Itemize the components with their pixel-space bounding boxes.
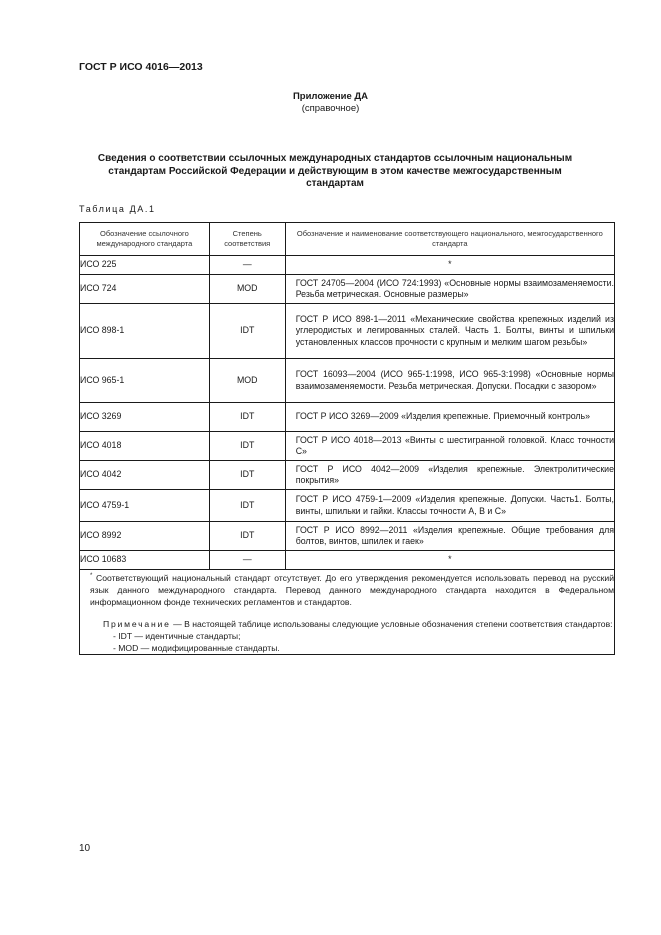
notes-cell <box>80 570 615 655</box>
degree-cell: IDT <box>209 304 285 359</box>
document-header: ГОСТ Р ИСО 4016—2013 <box>79 61 203 73</box>
table-row <box>80 432 615 461</box>
table-row <box>80 256 615 275</box>
ref-cell: ИСО 724 <box>80 275 210 304</box>
degree-cell: IDT <box>209 522 285 551</box>
national-cell <box>285 490 614 522</box>
degree-cell: IDT <box>209 403 285 432</box>
degree-cell: — <box>209 256 285 275</box>
degree-cell: IDT <box>209 490 285 522</box>
notes-row <box>80 570 615 655</box>
annex-title: Приложение ДА <box>292 91 369 102</box>
table-row <box>80 304 615 359</box>
footnote-text: Соответствующий национальный стандарт отсутствует. До его утверждения рекомендуется использовать перевод на русский язык данного международного стандарта. Перевод данного международного стандарта находится в Федеральном информационном фонде технических регламентов и стандартов. <box>90 572 615 607</box>
degree-cell: IDT <box>209 461 285 490</box>
table-caption: Таблица ДА.1 <box>79 204 156 214</box>
footnote-mark: * <box>90 573 93 579</box>
table-row <box>80 522 615 551</box>
degree-cell: MOD <box>209 275 285 304</box>
table-row <box>80 359 615 403</box>
annex-subtitle: (справочное) <box>301 103 360 114</box>
column-header-degree: Степень соответствия <box>209 223 285 256</box>
national-text: ГОСТ Р ИСО 4018—2013 «Винты с шестигранной головкой. Класс точности С» <box>295 434 614 456</box>
national-text: ГОСТ Р ИСО 8992—2011 «Изделия крепежные. Общие требования для болтов, винтов, шпилек и гаек» <box>295 524 614 546</box>
national-cell <box>285 304 614 359</box>
ref-cell: ИСО 4018 <box>80 432 210 461</box>
column-header-ref: Обозначение ссылочного международного стандарта <box>80 223 210 256</box>
national-text: ГОСТ Р ИСО 4759-1—2009 «Изделия крепежные. Допуски. Часть1. Болты, винты, шпильки и гайки. Классы точности А, В и С» <box>295 494 614 516</box>
ref-cell: ИСО 10683 <box>80 551 210 570</box>
column-header-national: Обозначение и наименование соответствующего национального, межгосударственного стандарта <box>285 223 614 256</box>
national-text: ГОСТ Р ИСО 4042—2009 «Изделия крепежные. Электролитические покрытия» <box>295 463 614 485</box>
correspondence-table <box>79 222 615 655</box>
national-cell <box>285 359 614 403</box>
national-text: ГОСТ Р ИСО 898-1—2011 «Механические свойства крепежных изделий из углеродистых и легированных сталей. Часть 1. Болты, винты и шпильки установленных классов прочности с крупным и мелким шагом резьбы» <box>295 313 614 347</box>
section-heading: Сведения о соответствии ссылочных международных стандартов ссылочным национальным стандартам Российской Федерации и действующим в этом качестве межгосударственным стандартам <box>97 153 573 189</box>
national-cell <box>285 522 614 551</box>
national-cell: * <box>285 551 614 570</box>
page-number: 10 <box>79 843 91 854</box>
footnote <box>80 570 614 608</box>
note-item-mod: - MOD — модифицированные стандарты. <box>113 642 280 653</box>
national-text: ГОСТ 16093—2004 (ИСО 965-1:1998, ИСО 965-3:1998) «Основные нормы взаимозаменяемости. Резьба метрическая. Допуски. Посадки с зазором» <box>295 369 614 391</box>
table-row <box>80 275 615 304</box>
ref-cell: ИСО 225 <box>80 256 210 275</box>
ref-cell: ИСО 4042 <box>80 461 210 490</box>
national-cell <box>285 403 614 432</box>
table-row <box>80 490 615 522</box>
national-cell: * <box>285 256 614 275</box>
national-cell <box>285 432 614 461</box>
table-row <box>80 403 615 432</box>
annex-block <box>0 91 661 115</box>
degree-cell: IDT <box>209 432 285 461</box>
degree-cell: MOD <box>209 359 285 403</box>
table-row <box>80 461 615 490</box>
table-header-row <box>80 223 615 256</box>
note-label: Примечание <box>103 618 171 629</box>
national-text: ГОСТ 24705—2004 (ИСО 724:1993) «Основные нормы взаимозаменяемости. Резьба метрическая. Основные размеры» <box>295 277 614 299</box>
national-text: ГОСТ Р ИСО 3269—2009 «Изделия крепежные. Приемочный контроль» <box>295 411 591 422</box>
ref-cell: ИСО 898-1 <box>80 304 210 359</box>
ref-cell: ИСО 3269 <box>80 403 210 432</box>
table-row <box>80 551 615 570</box>
note-item-idt: - IDT — идентичные стандарты; <box>113 630 241 641</box>
ref-cell: ИСО 8992 <box>80 522 210 551</box>
degree-cell: — <box>209 551 285 570</box>
ref-cell: ИСО 965-1 <box>80 359 210 403</box>
ref-cell: ИСО 4759-1 <box>80 490 210 522</box>
note <box>80 618 614 630</box>
note-text: — В настоящей таблице использованы следующие условные обозначения степени соответствия стандартов: <box>173 618 613 629</box>
national-cell <box>285 275 614 304</box>
national-cell <box>285 461 614 490</box>
